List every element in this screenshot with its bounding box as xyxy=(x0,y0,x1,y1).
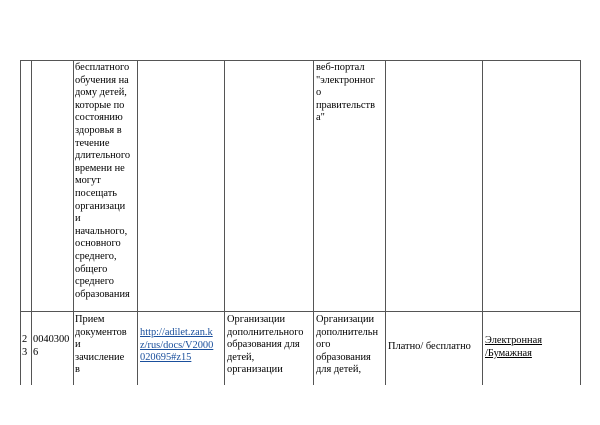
column-border xyxy=(224,60,225,385)
payment-type: Платно/ бесплатно xyxy=(388,341,471,352)
column-border xyxy=(73,60,74,385)
service-code: 0040300 6 xyxy=(33,334,70,358)
service-name: Прием документов и зачисление в xyxy=(75,314,127,376)
table-top-border xyxy=(20,60,580,61)
column-border xyxy=(31,60,32,385)
service-form: Электронная /Бумажная xyxy=(485,335,543,359)
acceptance-place: Организации дополнительн ого образования для детей, xyxy=(316,314,379,376)
reference-link[interactable]: http://adilet.zan.k z/rus/docs/V2000 020695#z15 xyxy=(140,327,214,364)
column-border xyxy=(137,60,138,385)
column-border xyxy=(385,60,386,385)
row-divider xyxy=(20,311,580,312)
service-channel-continued: веб-портал "электронног о правительств а" xyxy=(316,62,375,124)
service-name-continued: бесплатного обучения на дому детей, которые по состоянию здоровья в течение длительного времени не могут посещать организаци и начального, основного среднего, общего среднего образования xyxy=(75,62,131,300)
service-provider: Организации дополнительного образования для детей, организации xyxy=(227,314,304,376)
row-number: 2 3 xyxy=(22,334,28,358)
column-border xyxy=(580,60,581,385)
column-border xyxy=(20,60,21,385)
column-border xyxy=(482,60,483,385)
column-border xyxy=(313,60,314,385)
